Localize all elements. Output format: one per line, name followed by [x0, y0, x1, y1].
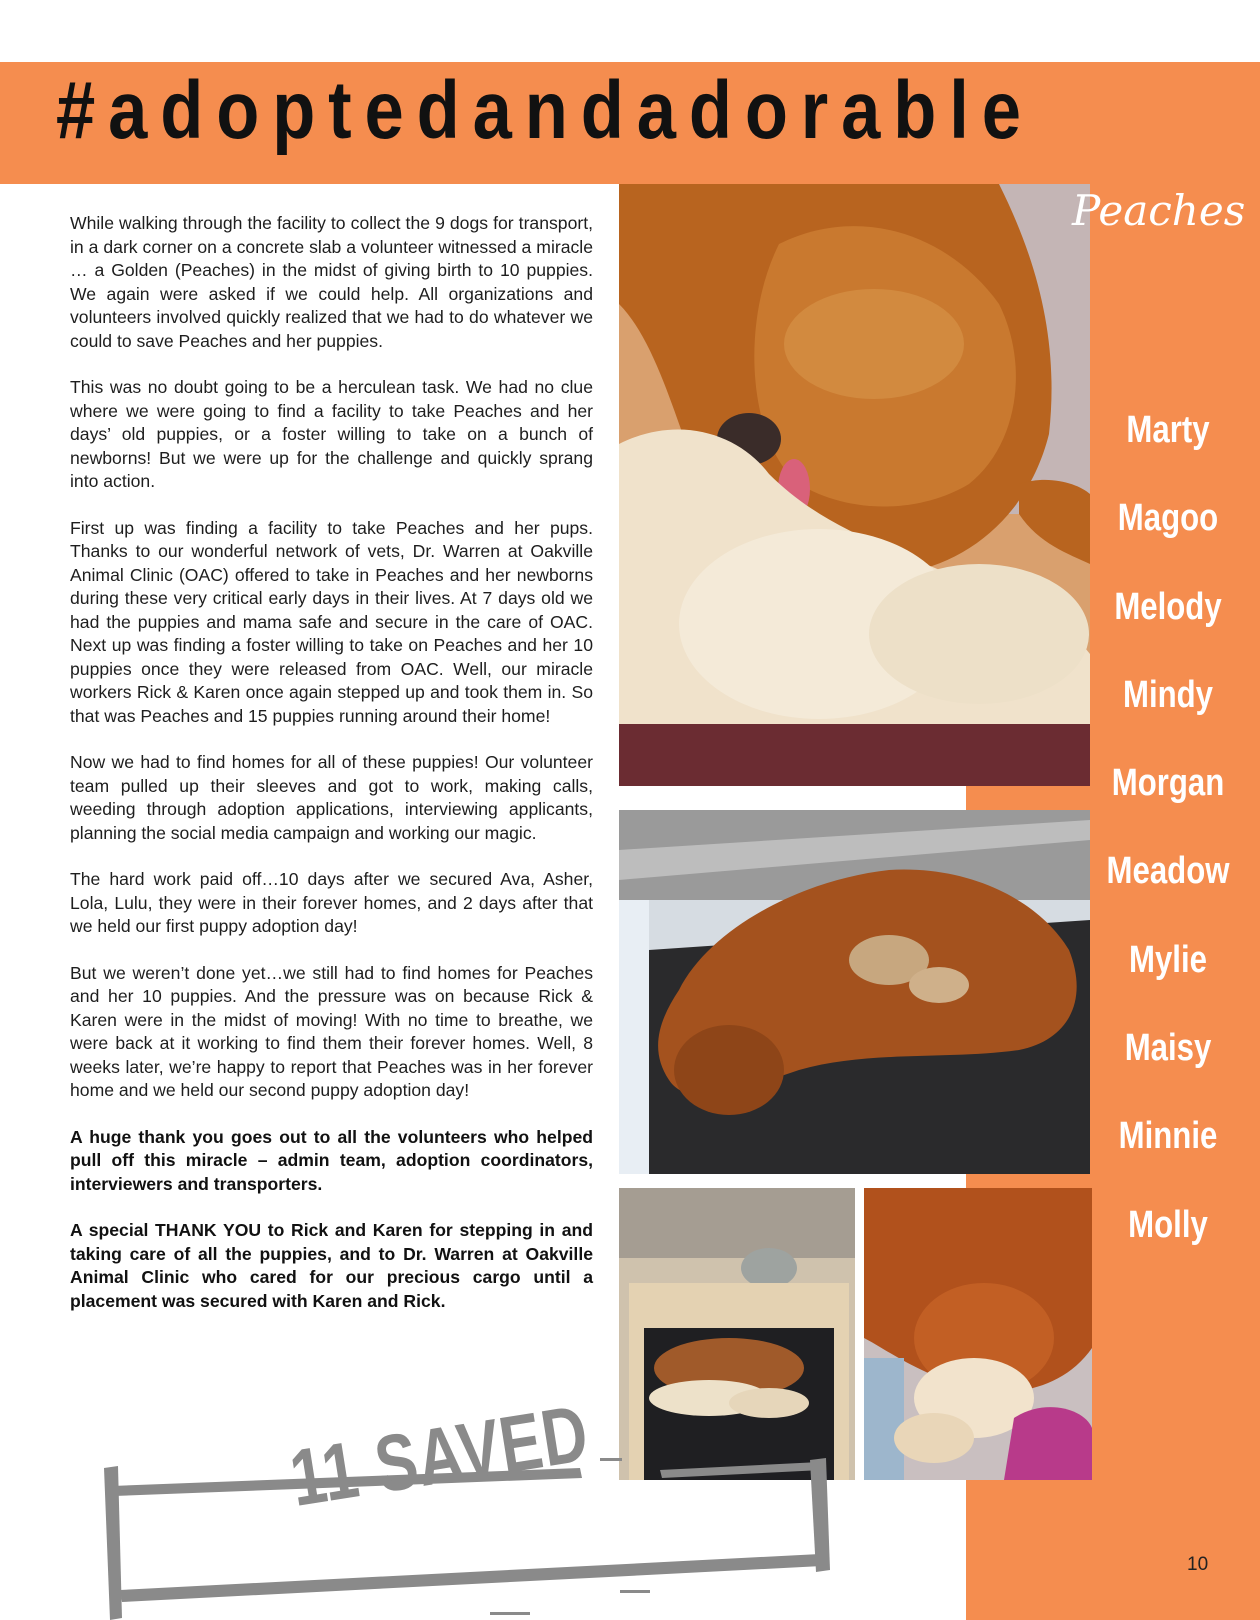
photo-peaches-licking-puppy — [619, 184, 1090, 786]
puppy-name: Minnie — [1118, 1115, 1218, 1158]
page-title: #adoptedandadorable — [56, 65, 1034, 156]
mother-dog-name: Peaches — [1072, 186, 1246, 235]
puppy-name: Magoo — [1117, 497, 1219, 540]
puppy-name: Meadow — [1106, 850, 1230, 893]
article-paragraph: But we weren’t done yet…we still had to find homes for Peaches and her 10 puppies. And the pressure was on because Rick & Karen were in the midst of moving! With no time to breathe, we were back at it working to find them their forever homes. Well, 8 weeks later, we’re happy to report that Peaches was in her forever home and we held our second puppy adoption day! — [70, 962, 593, 1100]
puppy-name: Melody — [1114, 585, 1222, 628]
photo-peaches-nursing — [619, 810, 1090, 1174]
photo-peaches-with-puppies — [864, 1188, 1092, 1480]
article-paragraph: While walking through the facility to collect the 9 dogs for transport, in a dark corner on a concrete slab a volunteer witnessed a miracle … a Golden (Peaches) in the midst of giving birth to 10 puppies. We again were asked if we could help. All organizations and volunteers involved quickly realized that we had to do whatever we could to save Peaches and her puppies. — [70, 213, 593, 351]
article-paragraph: Now we had to find homes for all of these puppies! Our volunteer team pulled up their sleeves and got to work, making calls, weeding through adoption applications, interviewing applicants, planning the social media campaign and working our magic. — [70, 752, 593, 843]
article-paragraph: First up was finding a facility to take Peaches and her pups. Thanks to our wonderful network of vets, Dr. Warren at Oakville Animal Clinic (OAC) offered to take in Peaches and her newborns during these very critical early days in their lives. At 7 days old we had the puppies and mama safe and secure in the care of OAC. Next up was finding a foster willing to take on Peaches and her 10 puppies once they were released from OAC. Well, our miracle workers Rick & Karen once again stepped up and took them in. So that was Peaches and 15 puppies running around their home! — [70, 517, 593, 726]
puppy-name-list — [1088, 408, 1248, 1291]
photo-whelping-box-heat-lamp — [619, 1188, 855, 1480]
article-body — [70, 212, 593, 1336]
article-paragraph: The hard work paid off…10 days after we secured Ava, Asher, Lola, Lulu, they were in their forever homes, and 2 days after that we held our first puppy adoption day! — [70, 869, 593, 936]
puppy-name: Mindy — [1122, 673, 1214, 716]
page-number: 10 — [1187, 1554, 1209, 1575]
puppy-name: Molly — [1128, 1203, 1208, 1246]
saved-stamp-text: 11 SAVED — [284, 1388, 595, 1523]
article-paragraph: This was no doubt going to be a herculean task. We had no clue where we were going to find a facility to take Peaches and her days’ old puppies, or a foster willing to take on a bunch of newborns! But we were up for the challenge and quickly sprang into action. — [70, 377, 593, 491]
puppy-name: Morgan — [1111, 762, 1225, 805]
puppy-name: Mylie — [1129, 938, 1207, 981]
puppy-name: Marty — [1126, 409, 1210, 451]
thank-you-volunteers: A huge thank you goes out to all the volunteers who helped pull off this miracle – admin team, adoption coordinators, interviewers and transporters. — [70, 1126, 593, 1194]
puppy-name: Maisy — [1124, 1027, 1212, 1070]
thank-you-fosters: A special THANK YOU to Rick and Karen for stepping in and taking care of all the puppies, and to Dr. Warren at Oakville Animal Clinic who cared for our precious cargo until a placement was secured with Karen and Rick. — [70, 1220, 593, 1311]
